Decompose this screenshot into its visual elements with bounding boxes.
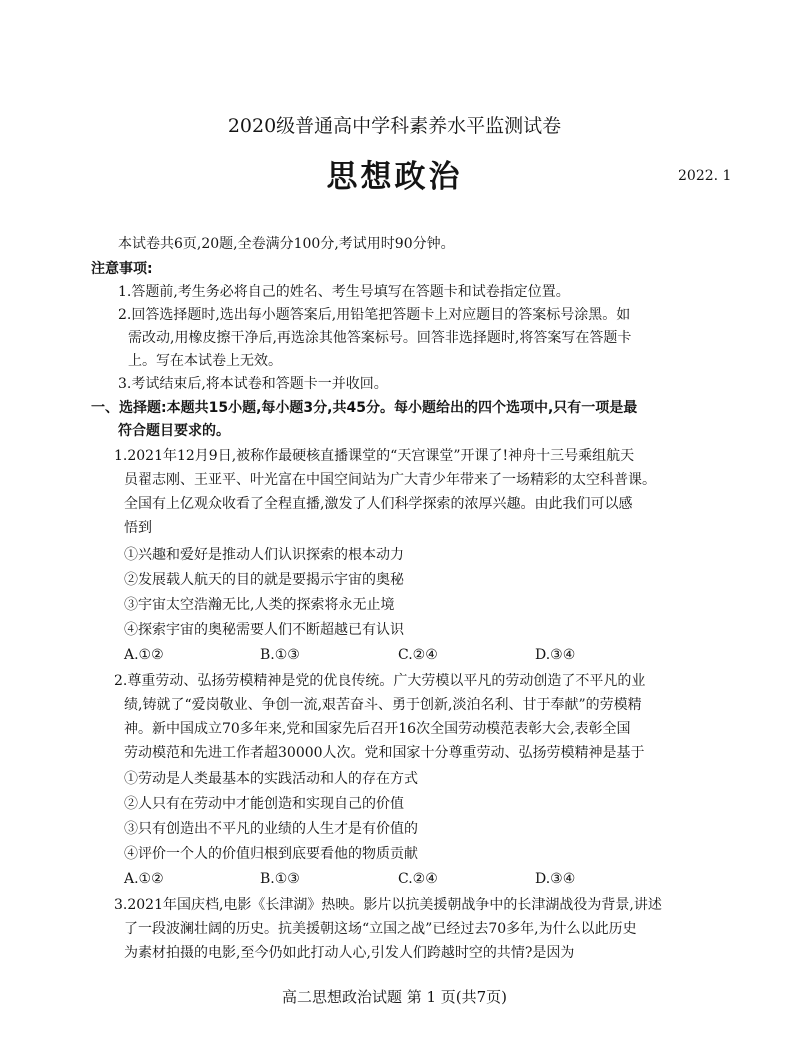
q2-option-c[interactable]: C.②④ xyxy=(398,871,438,887)
q1-option-c[interactable]: C.②④ xyxy=(398,647,438,663)
q1-line-3: 全国有上亿观众收看了全程直播,激发了人们科学探索的浓厚兴趣。由此我们可以感 xyxy=(124,496,633,512)
notice-item-2-cont2: 上。写在本试卷上无效。 xyxy=(128,353,282,369)
q3-line-3: 为素材拍摄的电影,至今仍如此打动人心,引发人们跨越时空的共情?是因为 xyxy=(124,945,575,961)
q1-statement-3: ③宇宙太空浩瀚无比,人类的探索将永无止境 xyxy=(124,597,395,613)
page-footer: 高二思想政治试题 第 1 页(共7页) xyxy=(281,988,508,1006)
q1-option-b[interactable]: B.①③ xyxy=(260,647,300,663)
q2-line-1: 2.尊重劳动、弘扬劳模精神是党的优良传统。广大劳模以平凡的劳动创造了不平凡的业 xyxy=(114,673,646,689)
q2-statement-4: ④评价一个人的价值归根到底要看他的物质贡献 xyxy=(124,846,418,862)
section-heading: 一、选择题:本题共15小题,每小题3分,共45分。每小题给出的四个选项中,只有一项是最 xyxy=(91,400,638,416)
q2-statement-3: ③只有创造出不平凡的业绩的人生才是有价值的 xyxy=(124,821,418,837)
q3-line-1: 3.2021年国庆档,电影《长津湖》热映。影片以抗美援朝战争中的长津湖战役为背景,讲述 xyxy=(114,897,662,913)
q2-line-3: 神。新中国成立70多年来,党和国家先后召开16次全国劳动模范表彰大会,表彰全国 xyxy=(124,721,631,737)
q1-line-2: 员翟志刚、王亚平、叶光富在中国空间站为广大青少年带来了一场精彩的太空科普课。 xyxy=(124,472,656,488)
q2-line-4: 劳动模范和先进工作者超30000人次。党和国家十分尊重劳动、弘扬劳模精神是基于 xyxy=(124,745,645,761)
q1-statement-2: ②发展载人航天的目的就是要揭示宇宙的奥秘 xyxy=(124,572,404,588)
q1-line-1: 1.2021年12月9日,被称作最硬核直播课堂的“天宫课堂”开课了!神舟十三号乘组航天 xyxy=(114,448,635,464)
notice-item-1: 1.答题前,考生务必将自己的姓名、考生号填写在答题卡和试卷指定位置。 xyxy=(118,284,570,300)
exam-date: 2022. 1 xyxy=(678,168,732,184)
notice-heading: 注意事项: xyxy=(91,261,153,277)
q2-option-a[interactable]: A.①② xyxy=(124,871,164,887)
notice-item-2: 2.回答选择题时,选出每小题答案后,用铅笔把答题卡上对应题目的答案标号涂黑。如 xyxy=(118,307,631,323)
notice-item-2-cont: 需改动,用橡皮擦干净后,再选涂其他答案标号。回答非选择题时,将答案写在答题卡 xyxy=(128,330,632,346)
q3-line-2: 了一段波澜壮阔的历史。抗美援朝这场“立国之战”已经过去70多年,为什么以此历史 xyxy=(124,921,637,937)
q2-options xyxy=(0,869,789,889)
q1-statement-4: ④探索宇宙的奥秘需要人们不断超越已有认识 xyxy=(124,622,404,638)
q2-statement-2: ②人只有在劳动中才能创造和实现自己的价值 xyxy=(124,796,404,812)
q1-statement-1: ①兴趣和爱好是推动人们认识探索的根本动力 xyxy=(124,547,404,563)
q2-statement-1: ①劳动是人类最基本的实践活动和人的存在方式 xyxy=(124,771,418,787)
q1-option-a[interactable]: A.①② xyxy=(124,647,164,663)
q2-option-d[interactable]: D.③④ xyxy=(535,871,576,887)
q1-options xyxy=(0,645,789,665)
notice-item-3: 3.考试结束后,将本试卷和答题卡一并收回。 xyxy=(118,376,388,392)
intro-text: 本试卷共6页,20题,全卷满分100分,考试用时90分钟。 xyxy=(118,236,455,252)
q2-line-2: 绩,铸就了“爱岗敬业、争创一流,艰苦奋斗、勇于创新,淡泊名利、甘于奉献”的劳模精 xyxy=(124,697,642,713)
subject-title: 思想政治 xyxy=(326,159,463,195)
exam-title: 2020级普通高中学科素养水平监测试卷 xyxy=(227,115,562,137)
q1-option-d[interactable]: D.③④ xyxy=(535,647,576,663)
section-heading-cont: 符合题目要求的。 xyxy=(118,423,230,439)
q2-option-b[interactable]: B.①③ xyxy=(260,871,300,887)
q1-line-4: 悟到 xyxy=(124,520,152,536)
